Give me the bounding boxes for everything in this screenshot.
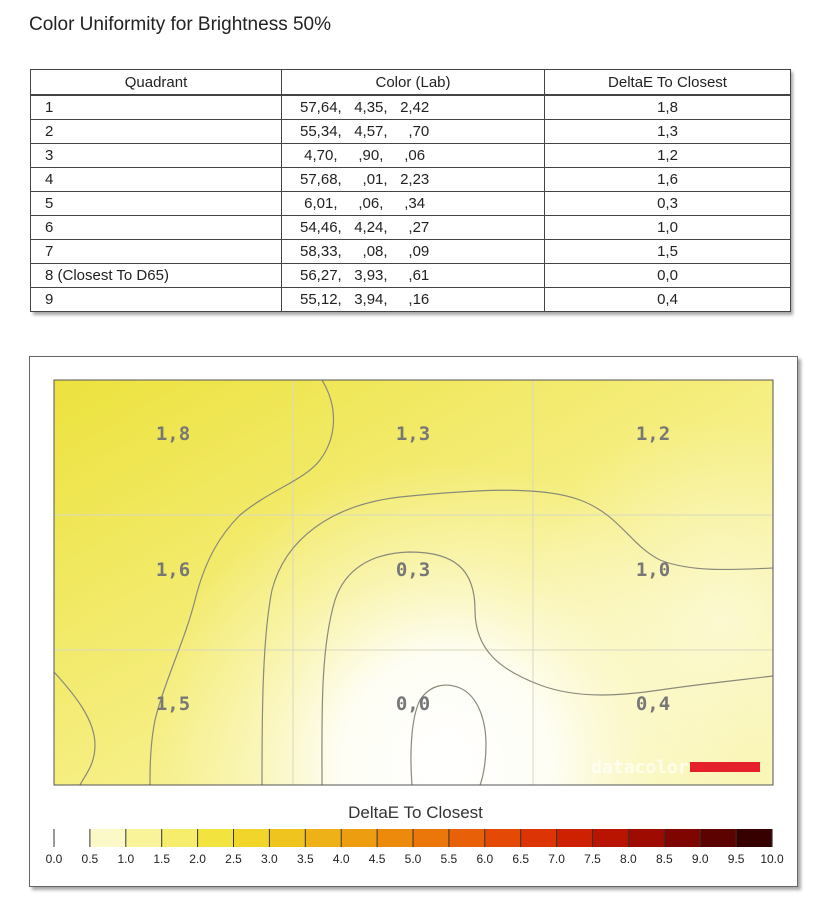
legend-swatch [162, 829, 199, 847]
legend-tick-label: 1.0 [117, 852, 135, 866]
cell-quadrant: 2 [31, 120, 282, 144]
legend-swatch [736, 829, 773, 847]
cell-color-lab: 55,12, 3,94, ,16 [282, 288, 545, 312]
legend-tick-label: 7.5 [584, 852, 601, 866]
legend-swatch [664, 829, 701, 847]
cell-deltae: 0,4 [545, 288, 791, 312]
cell-quadrant: 9 [31, 288, 282, 312]
cell-deltae: 1,5 [545, 240, 791, 264]
legend-swatch [593, 829, 630, 847]
legend-swatch [54, 829, 91, 847]
legend-tick-label: 10.0 [760, 852, 784, 866]
cell-color-lab: 6,01, ,06, ,34 [282, 192, 545, 216]
legend-swatch [413, 829, 450, 847]
cell-quadrant: 8 (Closest To D65) [31, 264, 282, 288]
legend-tick-label: 3.0 [261, 852, 278, 866]
legend-swatch [449, 829, 486, 847]
legend-swatch [628, 829, 665, 847]
legend-tick-label: 5.5 [440, 852, 458, 866]
cell-label-1: 1,8 [155, 423, 191, 445]
legend-tick-label: 4.5 [368, 852, 386, 866]
legend-tick-label: 5.0 [404, 852, 422, 866]
cell-deltae: 1,0 [545, 216, 791, 240]
legend-swatch [557, 829, 594, 847]
legend-swatch [521, 829, 558, 847]
cell-deltae: 0,0 [545, 264, 791, 288]
legend-swatch [485, 829, 522, 847]
cell-quadrant: 6 [31, 216, 282, 240]
legend-swatch [341, 829, 378, 847]
cell-label-4: 1,6 [155, 559, 191, 581]
header-deltae: DeltaE To Closest [545, 70, 791, 96]
cell-color-lab: 57,64, 4,35, 2,42 [282, 95, 545, 120]
legend-swatch [126, 829, 163, 847]
legend-swatch [305, 829, 342, 847]
legend-tick-label: 8.0 [620, 852, 637, 866]
header-quadrant: Quadrant [31, 70, 282, 96]
legend-tick-label: 9.0 [691, 852, 709, 866]
cell-deltae: 1,3 [545, 120, 791, 144]
legend-tick-label: 8.5 [655, 852, 673, 866]
legend-swatch [377, 829, 414, 847]
cell-quadrant: 1 [31, 95, 282, 120]
cell-deltae: 1,2 [545, 144, 791, 168]
cell-label-6: 1,0 [635, 559, 671, 581]
cell-color-lab: 57,68, ,01, 2,23 [282, 168, 545, 192]
cell-quadrant: 4 [31, 168, 282, 192]
cell-deltae: 1,8 [545, 95, 791, 120]
legend-tick-labels [46, 852, 784, 866]
cell-color-lab: 4,70, ,90, ,06 [282, 144, 545, 168]
cell-label-8: 0,0 [395, 693, 431, 715]
legend-tick-label: 7.0 [548, 852, 565, 866]
legend-swatch [700, 829, 737, 847]
legend-tick-label: 4.0 [332, 852, 350, 866]
legend-swatch [234, 829, 271, 847]
cell-quadrant: 3 [31, 144, 282, 168]
datacolor-watermark: datacolor [591, 757, 689, 778]
legend-tick-label: 0.0 [45, 852, 63, 866]
cell-quadrant: 7 [31, 240, 282, 264]
cell-deltae: 1,6 [545, 168, 791, 192]
legend-tick-label: 2.5 [225, 852, 242, 866]
cell-color-lab: 55,34, 4,57, ,70 [282, 120, 545, 144]
cell-label-9: 0,4 [635, 693, 671, 715]
cell-label-2: 1,3 [395, 423, 431, 445]
legend-tick-label: 2.0 [189, 852, 206, 866]
legend-tick-label: 3.5 [296, 852, 314, 866]
legend-tick-label: 0.5 [81, 852, 99, 866]
legend-swatch [90, 829, 127, 847]
legend-tick-label: 6.5 [512, 852, 530, 866]
legend-swatch [269, 829, 306, 847]
cell-quadrant: 5 [31, 192, 282, 216]
cell-label-5: 0,3 [395, 559, 431, 581]
cell-color-lab: 56,27, 3,93, ,61 [282, 264, 545, 288]
cell-color-lab: 54,46, 4,24, ,27 [282, 216, 545, 240]
legend-swatch [198, 829, 235, 847]
cell-color-lab: 58,33, ,08, ,09 [282, 240, 545, 264]
legend-tick-marks [54, 829, 772, 847]
cell-label-3: 1,2 [635, 423, 671, 445]
cell-label-7: 1,5 [155, 693, 191, 715]
page-title: Color Uniformity for Brightness 50% [29, 14, 331, 35]
cell-deltae: 0,3 [545, 192, 791, 216]
header-color-lab: Color (Lab) [282, 70, 545, 96]
legend-tick-label: 1.5 [153, 852, 171, 866]
legend-title: DeltaE To Closest [348, 803, 483, 822]
legend-tick-label: 6.0 [476, 852, 494, 866]
legend-tick-label: 9.5 [727, 852, 745, 866]
